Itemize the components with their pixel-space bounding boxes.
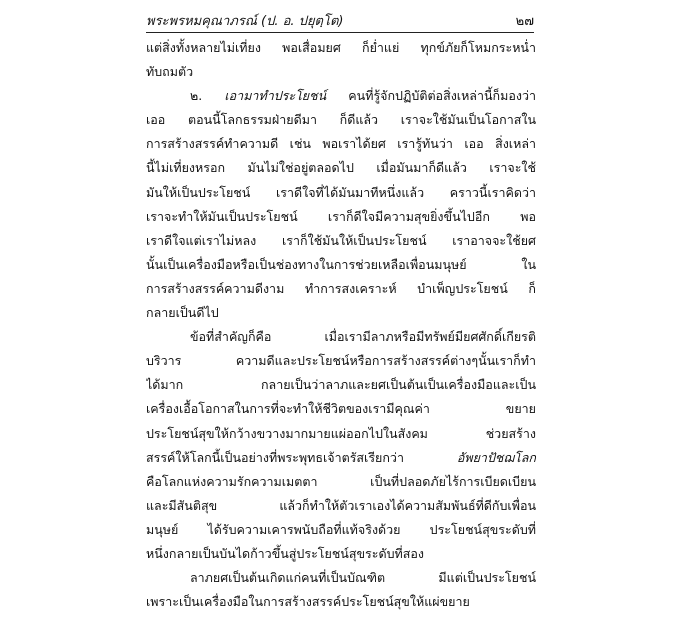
body-text — [146, 36, 536, 614]
line-text: นั้นเป็นเครื่องมือหรือเป็นช่องทางในการช่วยเหลือเพื่อนมนุษย์ ใน — [146, 256, 536, 272]
line-text: มันให้เป็นประโยชน์ เราดีใจที่ได้มันมาทีหนึ่งแล้ว คราวนี้เราคิดว่า — [146, 184, 536, 200]
header-rule — [146, 32, 534, 33]
text-line — [146, 84, 536, 108]
text-line — [146, 132, 536, 156]
text-line — [146, 301, 536, 325]
text-line — [146, 253, 536, 277]
line-text: เออ ตอนนี้โลกธรรมฝ่ายดีมา ก็ดีแล้ว เราจะใช้มันเป็นโอกาสใน — [146, 112, 536, 128]
line-text: และมีสันติสุข แล้วก็ทำให้ตัวเราเองได้ความสัมพันธ์ที่ดีกับเพื่อน — [146, 497, 536, 513]
line-text: การสร้างสรรค์ทำความดี เช่น พอเราได้ยศ เรารู้ทันว่า เออ สิ่งเหล่า — [146, 136, 536, 152]
text-line — [146, 397, 536, 421]
text-line — [146, 156, 536, 180]
page-number: ๒๗ — [515, 14, 534, 29]
line-text: หนึ่งกลายเป็นบันไดก้าวขึ้นสู่ประโยชน์สุขระดับที่สอง — [146, 545, 424, 561]
emphasis-text: อัพยาปัชฌโลก — [456, 449, 536, 465]
line-text: ข้อที่สำคัญก็คือ เมื่อเรามีลาภหรือมีทรัพย์มียศศักดิ์เกียรติ — [190, 329, 536, 345]
line-text: การสร้างสรรค์ความดีงาม ทำการสงเคราะห์ บำเพ็ญประโยชน์ ก็ — [146, 280, 536, 296]
running-header-title: พระพรหมคุณาภรณ์ (ป. อ. ปยุตฺโต) — [146, 14, 344, 29]
text-line — [146, 229, 536, 253]
text-line — [146, 325, 536, 349]
line-text: บริวาร ความดีและประโยชน์หรือการสร้างสรรค์ต่างๆนั้นเราก็ทำ — [146, 353, 536, 369]
text-line — [146, 590, 536, 614]
text-line — [146, 277, 536, 301]
text-line — [146, 494, 536, 518]
text-line — [146, 181, 536, 205]
line-text: มนุษย์ ได้รับความเคารพนับถือที่แท้จริงด้วย ประโยชน์สุขระดับที่ — [146, 521, 536, 537]
line-text: นี้ไม่เที่ยงหรอก มันไม่ใช่อยู่ตลอดไป เมื่อมันมาก็ดีแล้ว เราจะใช้ — [146, 160, 536, 176]
text-line — [146, 349, 536, 373]
text-line — [146, 108, 536, 132]
text-line — [146, 542, 536, 566]
line-text: แต่สิ่งทั้งหลายไม่เที่ยง พอเสื่อมยศ ก็ย่ำแย่ ทุกข์ภัยก็โหมกระหน่ำ — [146, 40, 536, 55]
text-line — [146, 205, 536, 229]
line-text: เราดีใจแต่เราไม่หลง เราก็ใช้มันให้เป็นประโยชน์ เราอาจจะใช้ยศ — [146, 232, 536, 248]
text-line — [146, 422, 536, 446]
list-number: ๒. — [190, 88, 225, 104]
text-line — [146, 373, 536, 397]
line-text: ประโยชน์สุขให้กว้างขวางมากมายแผ่ออกไปในสังคม ช่วยสร้าง — [146, 425, 536, 441]
line-text: ทับถมตัว — [146, 64, 194, 80]
line-text: เพราะเป็นเครื่องมือในการสร้างสรรค์ประโยชน์สุขให้แผ่ขยาย — [146, 594, 470, 610]
text-line — [146, 518, 536, 542]
running-header — [146, 10, 534, 31]
line-text: กลายเป็นดีไป — [146, 305, 219, 321]
line-text: เครื่องเอื้อโอกาสในการที่จะทำให้ชีวิตของเรามีคุณค่า ขยาย — [146, 401, 536, 417]
text-line — [146, 60, 536, 84]
text-line — [146, 470, 536, 494]
line-text: ได้มาก กลายเป็นว่าลาภและยศเป็นต้นเป็นเครื่องมือและเป็น — [146, 377, 536, 393]
text-line — [146, 36, 536, 60]
emphasis-text: เอามาทำประโยชน์ — [224, 88, 327, 104]
line-text: ลาภยศเป็นต้นเกิดแก่คนที่เป็นบัณฑิต มีแต่เป็นประโยชน์ — [190, 570, 536, 586]
line-text: คือโลกแห่งความรักความเมตตา เป็นที่ปลอดภัยไร้การเบียดเบียน — [146, 473, 536, 489]
text-line — [146, 566, 536, 590]
text-line — [146, 446, 536, 470]
line-text: คนที่รู้จักปฏิบัติต่อสิ่งเหล่านี้ก็มองว่า — [326, 88, 536, 104]
line-text: เราจะทำให้มันเป็นประโยชน์ เราก็ดีใจมีความสุขยิ่งขึ้นไปอีก พอ — [146, 208, 536, 224]
line-text: สรรค์ให้โลกนี้เป็นอย่างที่พระพุทธเจ้าตรัสเรียกว่า — [146, 449, 457, 465]
